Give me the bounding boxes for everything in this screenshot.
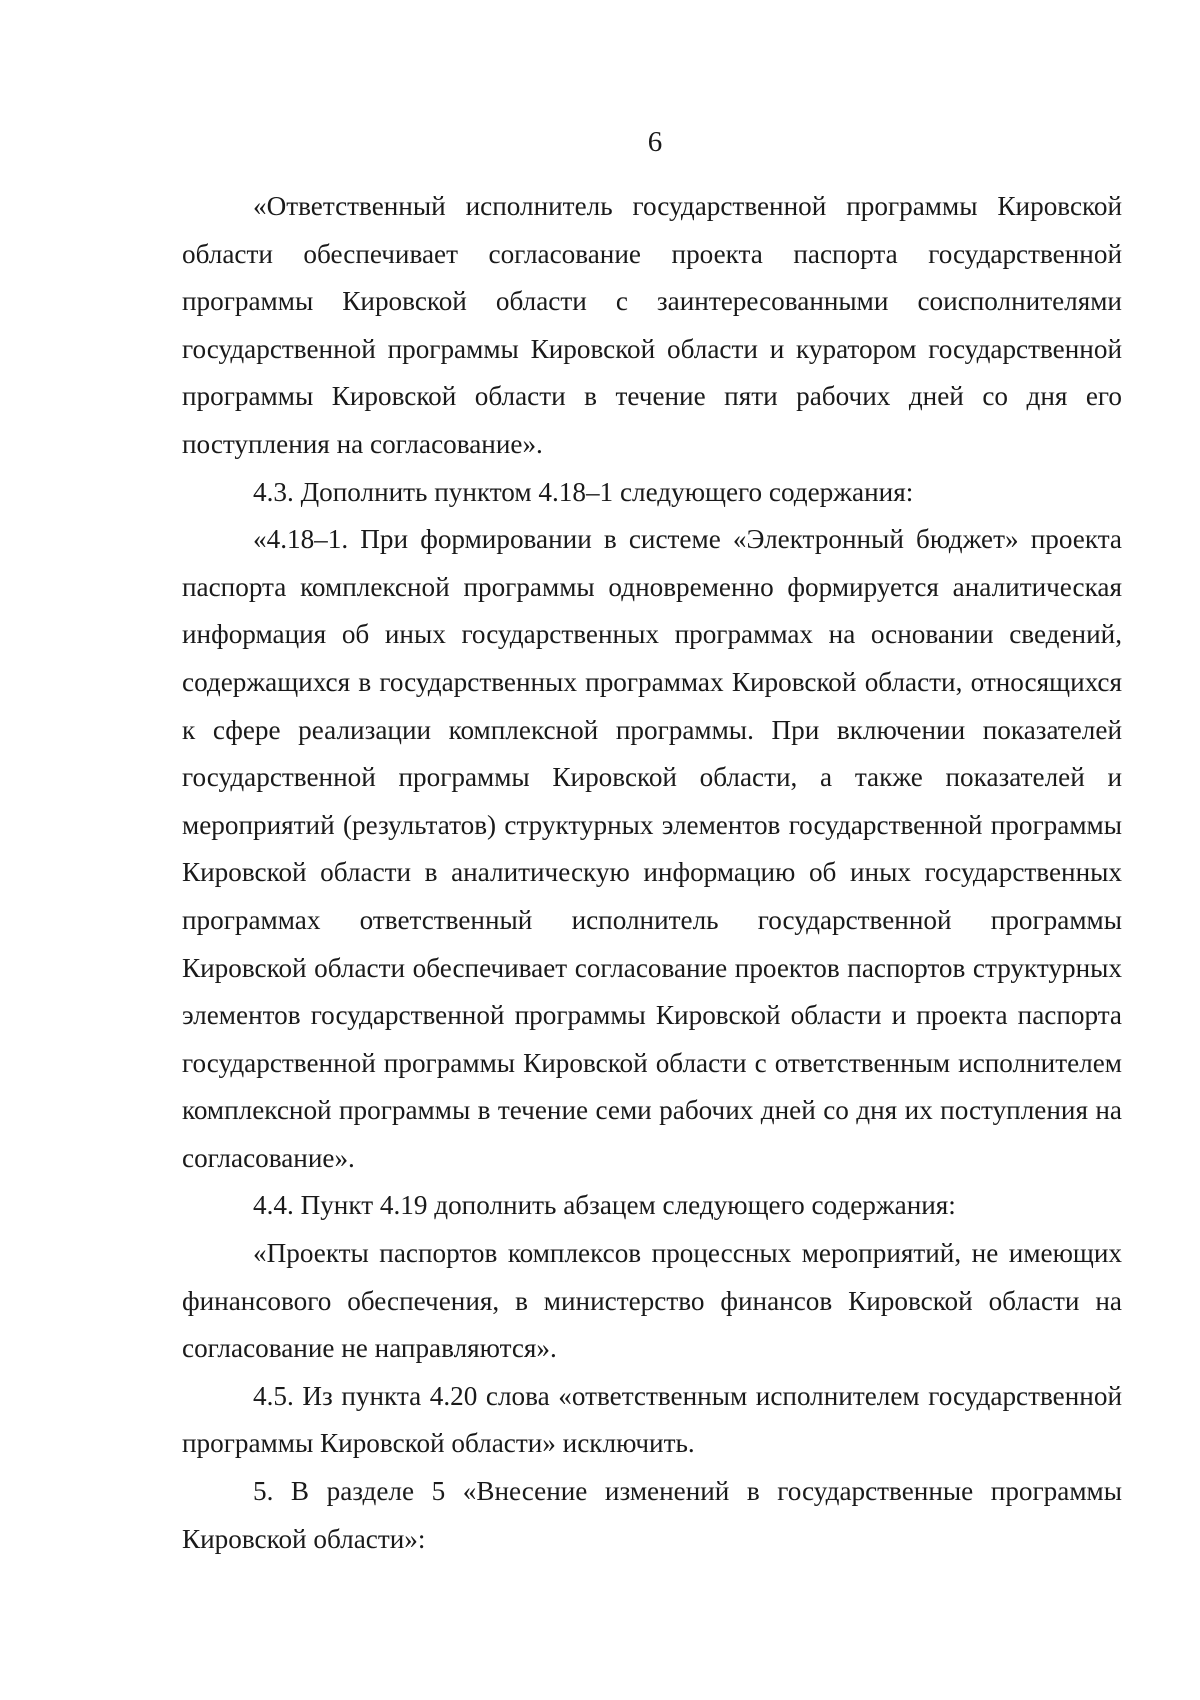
paragraph-4-19-addition: «Проекты паспортов комплексов процессных мероприятий, не имеющих финансового обеспечения, в министерство финансов Кировской области на согласование не направляются». bbox=[182, 1238, 1122, 1364]
paragraph-4-4: 4.4. Пункт 4.19 дополнить абзацем следующего содержания: bbox=[253, 1190, 956, 1221]
document-body bbox=[182, 183, 1122, 1563]
paragraph-4-3: 4.3. Дополнить пунктом 4.18–1 следующего содержания: bbox=[253, 476, 914, 507]
paragraph-5: 5. В разделе 5 «Внесение изменений в государственные программы Кировской области»: bbox=[182, 1476, 1122, 1554]
paragraph-approval-passport: «Ответственный исполнитель государственной программы Кировской области обеспечивает согласование проекта паспорта государственной программы Кировской области с заинтересованными соисполнителями государственной программы Кировской области и куратором государственной программы Кировской области в течение пяти рабочих дней со дня его поступления на согласование». bbox=[182, 191, 1122, 459]
page-number: 6 bbox=[647, 126, 663, 158]
paragraph-4-18-1: «4.18–1. При формировании в системе «Электронный бюджет» проекта паспорта комплексной программы одновременно формируется аналитическая информация об иных государственных программах на основании сведений, содержащихся в государственных программах Кировской области, относящихся к сфере реализации комплексной программы. При включении показателей государственной программы Кировской области, а также показателей и мероприятий (результатов) структурных элементов государственной программы Кировской области в аналитическую информацию об иных государственных программах ответственный исполнитель государственной программы Кировской области обеспечивает согласование проектов паспортов структурных элементов государственной программы Кировской области и проекта паспорта государственной программы Кировской области с ответственным исполнителем комплексной программы в течение семи рабочих дней со дня их поступления на согласование». bbox=[182, 524, 1122, 1173]
paragraph-4-5: 4.5. Из пункта 4.20 слова «ответственным исполнителем государственной программы Кировской области» исключить. bbox=[182, 1380, 1122, 1459]
